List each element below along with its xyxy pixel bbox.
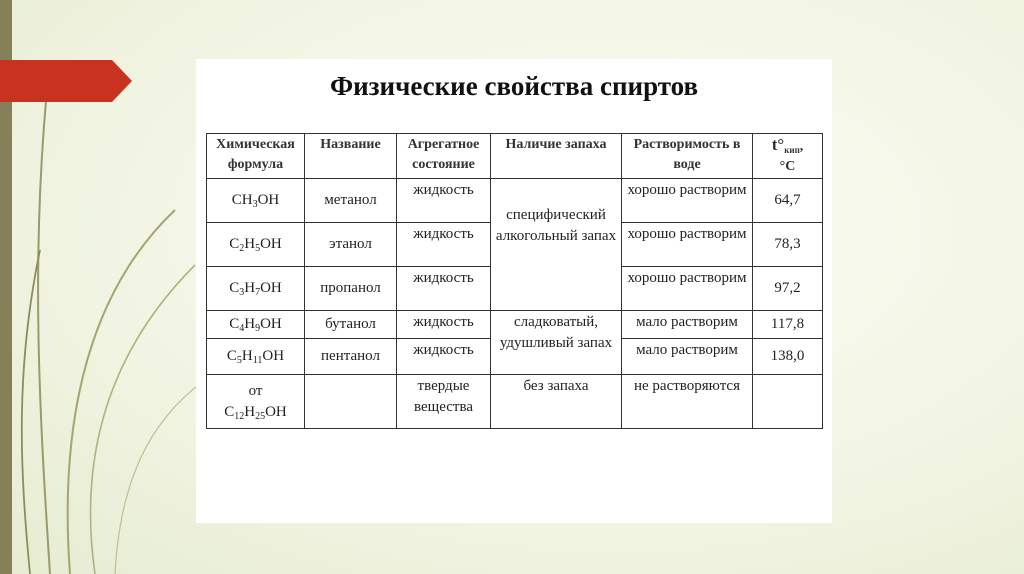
header-name: Название bbox=[305, 134, 397, 179]
name-cell: метанол bbox=[305, 179, 397, 223]
alcohol-properties-table bbox=[206, 133, 823, 429]
bp-cell: 117,8 bbox=[753, 311, 823, 339]
name-cell: бутанол bbox=[305, 311, 397, 339]
solubility-cell: мало растворим bbox=[622, 311, 753, 339]
name-cell: этанол bbox=[305, 223, 397, 267]
table-row bbox=[207, 375, 823, 429]
table-row bbox=[207, 311, 823, 339]
solubility-cell: хорошо растворим bbox=[622, 223, 753, 267]
header-boiling-point: $t^\circ_{кип}$, °С bbox=[753, 134, 823, 179]
bp-subscript: кип bbox=[784, 145, 800, 155]
state-cell: жидкость bbox=[397, 267, 491, 311]
smell-cell-specific: специфический алкогольный запах bbox=[491, 179, 622, 311]
state-cell: жидкость bbox=[397, 311, 491, 339]
smell-cell-none: без запаха bbox=[491, 375, 622, 429]
header-state: Агрегатное состояние bbox=[397, 134, 491, 179]
bp-cell: 78,3 bbox=[753, 223, 823, 267]
bp-cell: 138,0 bbox=[753, 339, 823, 375]
formula-cell: $C_2H_5OH$ bbox=[207, 223, 305, 267]
bp-cell: 97,2 bbox=[753, 267, 823, 311]
table-header-row bbox=[207, 134, 823, 179]
state-cell: жидкость bbox=[397, 339, 491, 375]
name-cell: пропанол bbox=[305, 267, 397, 311]
solubility-cell: мало растворим bbox=[622, 339, 753, 375]
state-cell: твердые вещества bbox=[397, 375, 491, 429]
slide-title: Физические свойства спиртов bbox=[329, 71, 699, 101]
solubility-cell: хорошо растворим bbox=[622, 179, 753, 223]
formula-cell: $C_4H_9OH$ bbox=[207, 311, 305, 339]
name-cell: пентанол bbox=[305, 339, 397, 375]
formula-cell: $C_3H_7OH$ bbox=[207, 267, 305, 311]
title-arrow-marker bbox=[0, 60, 132, 102]
table-row bbox=[207, 179, 823, 223]
header-formula: Химическая формула bbox=[207, 134, 305, 179]
solubility-cell: хорошо растворим bbox=[622, 267, 753, 311]
bp-cell: 64,7 bbox=[753, 179, 823, 223]
solubility-cell: не растворяются bbox=[622, 375, 753, 429]
state-cell: жидкость bbox=[397, 223, 491, 267]
bp-symbol: t° bbox=[771, 135, 785, 154]
name-cell bbox=[305, 375, 397, 429]
formula-cell: $CH_3OH$ bbox=[207, 179, 305, 223]
slide-content bbox=[196, 59, 832, 523]
bp-unit: °С bbox=[779, 159, 796, 174]
bp-cell bbox=[753, 375, 823, 429]
state-cell: жидкость bbox=[397, 179, 491, 223]
header-smell: Наличие запаха bbox=[491, 134, 622, 179]
header-solubility: Растворимость в воде bbox=[622, 134, 753, 179]
smell-cell-sweet: сладковатый, удушливый запах bbox=[491, 311, 622, 375]
formula-cell: от $C_{12}H_{25}OH$ bbox=[207, 375, 305, 429]
formula-cell: $C_5H_{11}OH$ bbox=[207, 339, 305, 375]
